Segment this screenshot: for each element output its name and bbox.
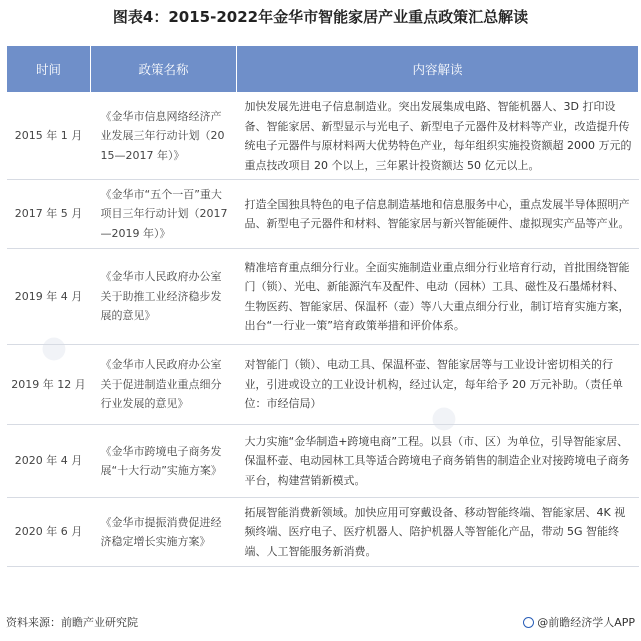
row-policy-name: 《金华市提振消费促进经济稳定增长实施方案》 xyxy=(91,498,237,567)
table-row xyxy=(7,249,639,345)
watermark-mark: ● xyxy=(33,325,74,370)
brand-logo-icon xyxy=(523,617,534,628)
row-time: 2019 年 12 月 xyxy=(7,345,91,425)
row-content: 拓展智能消费新领域。加快应用可穿戴设备、移动智能终端、智能家居、4K 视频终端、医疗电子、医疗机器人、陪护机器人等智能化产品，带动 5G 智能终端、人工智能服务新消费。 xyxy=(237,498,639,567)
row-content: 对智能门（锁）、电动工具、保温杯壶、智能家居等与工业设计密切相关的行业，引进或设立的工业设计机构，经过认定，每年给予 20 万元补助。（责任单位：市经信局） xyxy=(237,345,639,425)
row-policy-name: 《金华市信息网络经济产业发展三年行动计划（2015—2017 年）》 xyxy=(91,93,237,180)
page-title: 图表4：2015-2022年金华市智能家居产业重点政策汇总解读 xyxy=(112,8,529,26)
row-content: 加快发展先进电子信息制造业。突出发展集成电路、智能机器人、3D 打印设备、智能家居、新型显示与光电子、新型电子元器件及材料等产业，改造提升传统电子元器件与原材料两大优势特色产业，每年组织实施投资额超 2000 万元的重点技改项目 20 个以上，三年累计投资额达 50 亿元以上。 xyxy=(237,93,639,180)
row-time: 2015 年 1 月 xyxy=(7,93,91,180)
row-policy-name: 《金华市人民政府办公室关于助推工业经济稳步发展的意见》 xyxy=(91,249,237,345)
header-content: 内容解读 xyxy=(237,46,639,93)
footer xyxy=(0,614,641,636)
table-row xyxy=(7,498,639,567)
policy-table xyxy=(6,45,639,567)
header-policy-name: 政策名称 xyxy=(91,46,237,93)
table-row xyxy=(7,93,639,180)
header-time: 时间 xyxy=(7,46,91,93)
row-time: 2020 年 4 月 xyxy=(7,425,91,498)
row-time: 2017 年 5 月 xyxy=(7,180,91,249)
row-time: 2020 年 6 月 xyxy=(7,498,91,567)
row-policy-name: 《金华市人民政府办公室关于促进制造业重点细分行业发展的意见》 xyxy=(91,345,237,425)
table-row xyxy=(7,180,639,249)
row-time: 2019 年 4 月 xyxy=(7,249,91,345)
row-content: 精准培育重点细分行业。全面实施制造业重点细分行业培育行动，首批围绕智能门（锁）、光电、新能源汽车及配件、电动（园林）工具、磁性及石墨烯材料、生物医药、智能家居、保温杯（壶）等八大重点细分行业，制订培育实施方案，出台“一行业一策”培育政策举措和评价体系。 xyxy=(237,249,639,345)
row-policy-name: 《金华市跨境电子商务发展“十大行动”实施方案》 xyxy=(91,425,237,498)
row-policy-name: 《金华市“五个一百”重大项目三年行动计划（2017—2019 年）》 xyxy=(91,180,237,249)
source-note: 资料来源：前瞻产业研究院 xyxy=(6,616,138,629)
table-row xyxy=(7,345,639,425)
table-header-row xyxy=(7,46,639,93)
row-content: 打造全国独具特色的电子信息制造基地和信息服务中心，重点发展半导体照明产品、新型电子元器件和材料、智能家居与新兴智能硬件、虚拟现实产品等产业。 xyxy=(237,180,639,249)
brand-credit xyxy=(523,614,635,630)
brand-label: @前瞻经济学人APP xyxy=(537,616,635,629)
row-content: 大力实施“金华制造+跨境电商”工程。以县（市、区）为单位，引导智能家居、保温杯壶、电动园林工具等适合跨境电子商务销售的制造企业对接跨境电子商务平台，构建营销新模式。 xyxy=(237,425,639,498)
table-row xyxy=(7,425,639,498)
watermark-mark: ● xyxy=(423,395,464,440)
